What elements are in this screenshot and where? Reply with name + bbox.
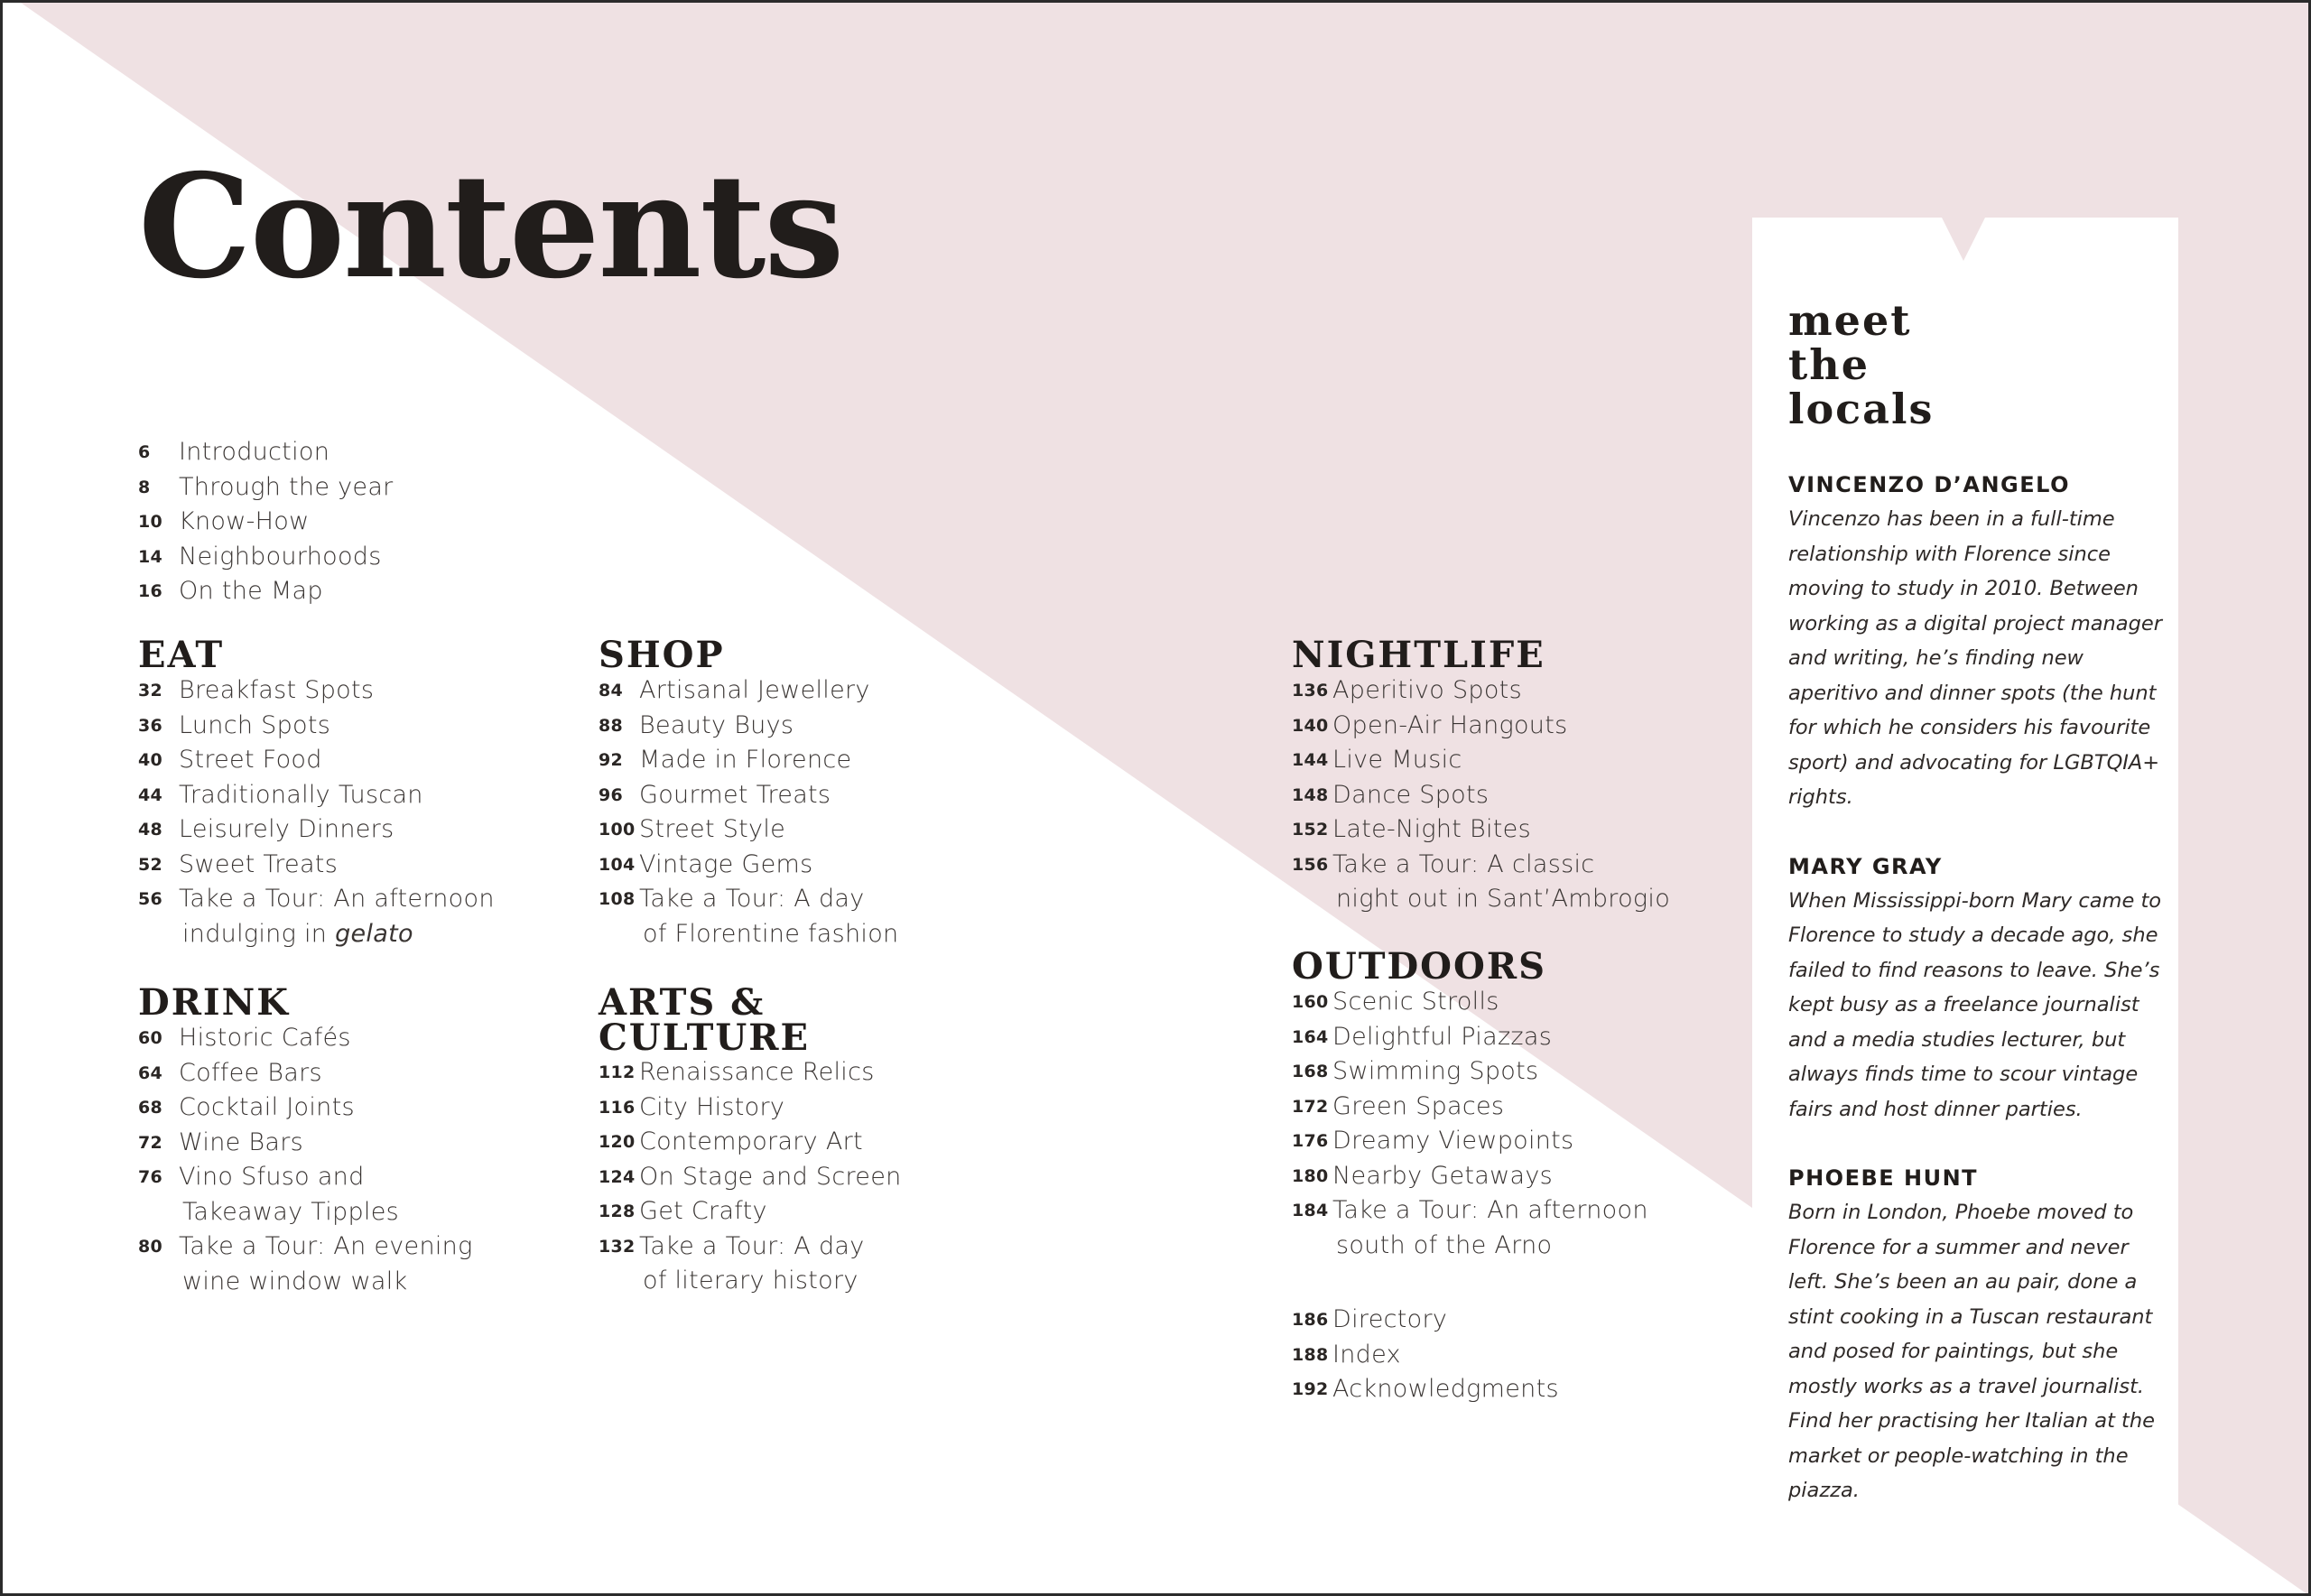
entry-label: Get Crafty — [639, 1197, 767, 1225]
page-number: 140 — [1292, 715, 1329, 736]
entry-label: Traditionally Tuscan — [179, 780, 423, 809]
entry-label: Street Food — [179, 746, 322, 774]
entry-label: Late-Night Bites — [1332, 815, 1531, 843]
entry-label: Scenic Strolls — [1332, 988, 1499, 1016]
entry-sublabel — [179, 917, 644, 952]
page-number: 92 — [599, 750, 624, 770]
page-number: 36 — [138, 715, 163, 736]
intro-list — [138, 435, 644, 609]
toc-entry[interactable] — [599, 812, 1104, 848]
entry-label: Know-How — [179, 507, 310, 535]
section-outdoors — [1292, 945, 1797, 1263]
entry-label: Gourmet Treats — [639, 780, 831, 809]
toc-entry[interactable] — [138, 812, 644, 848]
section-shop — [599, 634, 1104, 951]
page-number: 44 — [138, 784, 163, 805]
toc-entry[interactable] — [1292, 1054, 1797, 1090]
toc-entry[interactable] — [599, 1229, 1104, 1299]
entry-label: Vino Sfuso and — [179, 1163, 365, 1191]
page-number: 10 — [138, 512, 163, 532]
entry-label: Historic Cafés — [179, 1024, 351, 1052]
page-number: 164 — [1292, 1026, 1329, 1047]
toc-entry[interactable] — [1292, 1090, 1797, 1125]
toc-entry[interactable] — [1292, 743, 1797, 778]
page-number: 60 — [138, 1028, 163, 1048]
page-number: 40 — [138, 750, 163, 770]
toc-entry[interactable] — [138, 1056, 644, 1091]
toc-entry[interactable] — [138, 1126, 644, 1161]
toc-entry[interactable] — [138, 882, 644, 951]
page-number: 68 — [138, 1098, 163, 1118]
page-number: 136 — [1292, 681, 1329, 701]
entry-label: Sweet Treats — [179, 849, 339, 878]
entry-label: Vintage Gems — [639, 849, 813, 878]
local-name: VINCENZO D’ANGELO — [1788, 472, 2070, 497]
entry-label: Beauty Buys — [639, 710, 794, 739]
entry-sublabel: of literary history — [643, 1267, 859, 1294]
toc-entry[interactable] — [599, 1160, 1104, 1195]
page-number: 56 — [138, 889, 163, 909]
page-number: 52 — [138, 854, 163, 875]
entry-sublabel: night out in Sant’Ambrogio — [1336, 885, 1671, 913]
entry-label: Cocktail Joints — [179, 1093, 355, 1121]
entry-label: Neighbourhoods — [179, 542, 382, 571]
local-bio: Vincenzo has been in a full-time relationship with Florence since moving to study in 2010. Between working as a digital project manager and writing, he’s finding new aperitivo and dinner spots (the hunt for which he considers his favourite sport) and advocating for LGBTQIA+ rights. — [1788, 507, 2162, 809]
toc-entry[interactable] — [138, 778, 644, 813]
entry-label: Live Music — [1332, 746, 1462, 774]
page-number: 104 — [599, 854, 636, 875]
toc-entry[interactable] — [599, 848, 1104, 883]
entry-label: Coffee Bars — [179, 1058, 322, 1087]
entry-label: Green Spaces — [1332, 1091, 1505, 1120]
page-number: 176 — [1292, 1131, 1329, 1151]
entry-label: Directory — [1332, 1305, 1448, 1333]
page-number: 84 — [599, 681, 624, 701]
page-number: 48 — [138, 820, 163, 840]
toc-entry[interactable] — [1292, 985, 1797, 1020]
page-number: 112 — [599, 1062, 636, 1082]
entry-sublabel: south of the Arno — [1336, 1230, 1553, 1259]
toc-entry[interactable] — [599, 743, 1104, 778]
meet-the-locals-panel — [1788, 296, 2167, 1543]
entry-label: On Stage and Screen — [639, 1162, 902, 1191]
section-title-nightlife: NIGHTLIFE — [1292, 634, 1545, 676]
toc-entry[interactable] — [138, 574, 644, 609]
entry-label: Lunch Spots — [179, 710, 331, 739]
entry-label: Swimming Spots — [1332, 1057, 1539, 1085]
entry-label: Through the year — [179, 472, 394, 501]
page-number: 128 — [599, 1202, 636, 1221]
toc-entry[interactable] — [138, 470, 644, 506]
section-title-arts-culture — [599, 981, 1104, 1059]
section-title-line: ARTS & — [599, 981, 766, 1024]
page-number: 172 — [1292, 1096, 1329, 1117]
entry-label: Made in Florence — [639, 746, 852, 774]
entry-label: Dreamy Viewpoints — [1332, 1127, 1574, 1155]
page-number: 160 — [1292, 992, 1329, 1012]
local-name: PHOEBE HUNT — [1788, 1165, 1979, 1191]
page-number: 186 — [1292, 1310, 1329, 1330]
entry-label: Introduction — [179, 438, 330, 466]
toc-entry[interactable] — [138, 505, 644, 540]
section-nightlife — [1292, 634, 1797, 917]
section-arts-culture — [599, 981, 1104, 1299]
entry-label: Street Style — [639, 815, 786, 843]
page-number: 132 — [599, 1236, 636, 1257]
column-left — [138, 435, 644, 609]
page-number: 100 — [599, 820, 636, 840]
local-bio: Born in London, Phoebe moved to Florence for a summer and never left. She’s been an au pair, done a stint cooking in a Tuscan restaurant and posed for paintings, but she mostly works as a travel journalist. Find her practising her Italian at the market or people-watching in the piazza. — [1788, 1201, 2155, 1502]
toc-entry[interactable] — [599, 778, 1104, 813]
toc-entry[interactable] — [1292, 1159, 1797, 1194]
entry-label: Leisurely Dinners — [179, 815, 394, 843]
page-number: 124 — [599, 1166, 636, 1187]
sidebar-heading-line: locals — [1788, 385, 1935, 433]
page-number: 32 — [138, 681, 163, 701]
page-number: 120 — [599, 1132, 636, 1152]
toc-entry[interactable] — [1292, 1372, 1797, 1407]
entry-label: Take a Tour: A day — [639, 885, 865, 913]
toc-entry[interactable] — [1292, 673, 1797, 709]
section-drink — [138, 981, 644, 1299]
page-number: 180 — [1292, 1165, 1329, 1186]
page-number: 88 — [599, 715, 624, 736]
entry-label: Nearby Getaways — [1332, 1161, 1553, 1190]
entry-label: Breakfast Spots — [179, 676, 375, 704]
section-title-shop: SHOP — [599, 634, 725, 676]
entry-label: City History — [639, 1092, 785, 1121]
entry-label: Take a Tour: An evening — [179, 1232, 473, 1260]
page-title: Contents — [138, 144, 843, 311]
page-number: 116 — [599, 1097, 636, 1118]
page-number: 76 — [138, 1167, 163, 1187]
toc-entry[interactable] — [1292, 812, 1797, 848]
toc-entry[interactable] — [1292, 1020, 1797, 1055]
entry-label: Aperitivo Spots — [1332, 676, 1522, 704]
page-number: 80 — [138, 1237, 163, 1257]
entry-sublabel-text: indulging in — [182, 919, 336, 948]
toc-entry[interactable] — [599, 1055, 1104, 1090]
page-number: 192 — [1292, 1379, 1329, 1399]
toc-entry[interactable] — [1292, 848, 1797, 917]
page-number: 72 — [138, 1132, 163, 1153]
sidebar-heading-line: the — [1788, 340, 1870, 389]
entry-label: Index — [1332, 1340, 1401, 1369]
toc-entry[interactable] — [1292, 1303, 1797, 1338]
toc-entry[interactable] — [138, 1160, 644, 1229]
toc-entry[interactable] — [138, 743, 644, 778]
section-title-eat: EAT — [138, 634, 225, 676]
toc-entry[interactable] — [138, 540, 644, 575]
entry-label: Open-Air Hangouts — [1332, 710, 1568, 739]
entry-sublabel: wine window walk — [182, 1267, 408, 1295]
entry-label: On the Map — [179, 577, 323, 605]
page-number: 148 — [1292, 784, 1329, 805]
toc-entry[interactable] — [599, 1125, 1104, 1160]
page-number: 156 — [1292, 854, 1329, 875]
toc-entry[interactable] — [599, 1194, 1104, 1229]
toc-entry[interactable] — [1292, 1193, 1797, 1263]
toc-entry[interactable] — [138, 1090, 644, 1126]
toc-entry[interactable] — [599, 709, 1104, 744]
entry-label: Delightful Piazzas — [1332, 1022, 1553, 1051]
toc-entry[interactable] — [599, 673, 1104, 709]
toc-entry[interactable] — [138, 1021, 644, 1056]
section-title-line: CULTURE — [599, 1016, 810, 1059]
entry-label: Take a Tour: An afternoon — [1332, 1196, 1648, 1224]
entry-label: Contemporary Art — [639, 1127, 863, 1155]
toc-entry[interactable] — [138, 709, 644, 744]
section-eat — [138, 634, 644, 951]
entry-label: Dance Spots — [1332, 780, 1490, 809]
toc-entry[interactable] — [599, 882, 1104, 951]
page-number: 6 — [138, 442, 151, 462]
entry-sublabel: of Florentine fashion — [643, 919, 899, 948]
toc-entry[interactable] — [1292, 709, 1797, 744]
entry-label: Artisanal Jewellery — [639, 676, 870, 704]
page-number: 184 — [1292, 1201, 1329, 1220]
entry-label: Take a Tour: A day — [639, 1231, 865, 1260]
toc-entry[interactable] — [138, 848, 644, 883]
entry-sublabel: Takeaway Tipples — [182, 1197, 400, 1226]
page-number: 96 — [599, 784, 624, 805]
toc-entry[interactable] — [138, 435, 644, 470]
toc-entry[interactable] — [1292, 778, 1797, 813]
local-name: MARY GRAY — [1788, 853, 1943, 879]
toc-entry[interactable] — [1292, 1338, 1797, 1373]
page-number: 14 — [138, 546, 163, 567]
local-bio: When Mississippi-born Mary came to Florence to study a decade ago, she failed to find reasons to leave. She’s kept busy as a freelance journalist and a media studies lecturer, but always finds time to scour vintage fairs and host dinner parties. — [1788, 888, 2162, 1121]
page-number: 8 — [138, 477, 151, 497]
sidebar-heading-line: meet — [1788, 296, 1912, 345]
page-number: 152 — [1292, 820, 1329, 840]
sidebar-heading — [1788, 296, 2167, 433]
toc-entry[interactable] — [138, 1229, 644, 1299]
page-number: 168 — [1292, 1062, 1329, 1081]
page-number: 16 — [138, 581, 163, 601]
entry-label: Take a Tour: A classic — [1332, 849, 1595, 878]
section-title-outdoors: OUTDOORS — [1292, 945, 1546, 988]
toc-entry[interactable] — [1292, 1124, 1797, 1159]
back-matter-list — [1292, 1303, 1797, 1407]
section-title-drink: DRINK — [138, 981, 290, 1024]
entry-sublabel-italic: gelato — [335, 919, 413, 948]
entry-label: Renaissance Relics — [639, 1058, 875, 1086]
page-number: 188 — [1292, 1344, 1329, 1365]
page-number: 64 — [138, 1062, 163, 1083]
entry-label: Acknowledgments — [1332, 1375, 1559, 1403]
toc-entry[interactable] — [138, 673, 644, 709]
page-number: 108 — [599, 889, 636, 909]
entry-label: Take a Tour: An afternoon — [179, 885, 495, 913]
toc-entry[interactable] — [599, 1090, 1104, 1126]
page-number: 144 — [1292, 750, 1329, 770]
entry-label: Wine Bars — [179, 1127, 304, 1156]
